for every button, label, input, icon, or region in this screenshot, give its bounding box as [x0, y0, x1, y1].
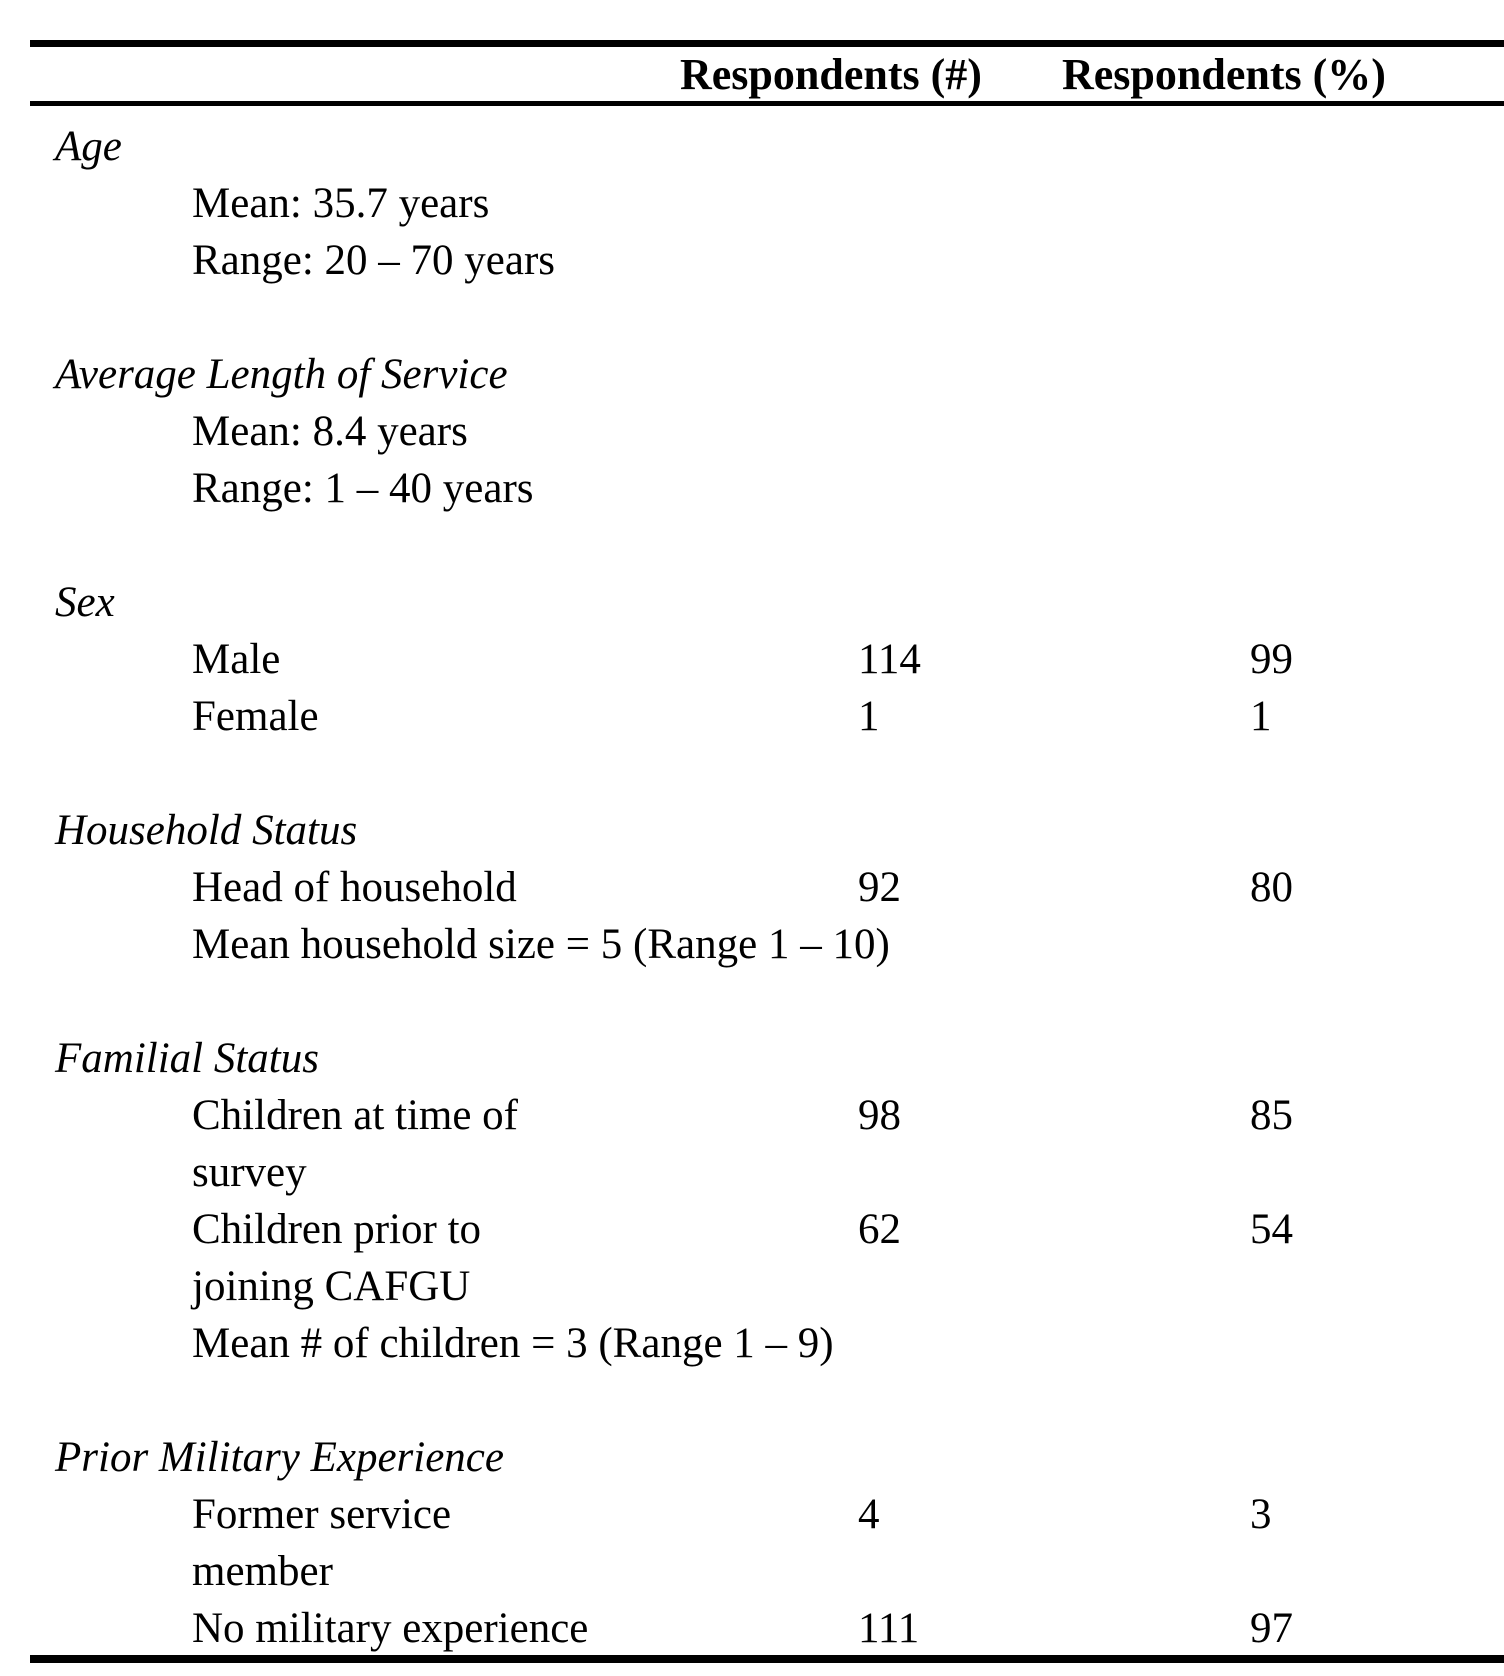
blank-spacer-line: [0, 973, 1504, 1030]
row-respondents-percent: 54: [1250, 1206, 1293, 1253]
table-row: [0, 1543, 1504, 1600]
table-row: [0, 1315, 1504, 1372]
row-label: No military experience: [192, 1605, 589, 1652]
section-header-prior-military-experience: Prior Military Experience: [55, 1434, 504, 1481]
row-label: Mean: 8.4 years: [192, 408, 468, 455]
table-header-rule: [30, 101, 1504, 106]
row-label: Mean household size = 5 (Range 1 – 10): [192, 921, 890, 968]
table-row: [0, 1486, 1504, 1543]
table-bottom-rule: [30, 1655, 1504, 1663]
row-respondents-percent: 99: [1250, 636, 1293, 683]
row-label: Children prior to: [192, 1206, 482, 1253]
row-respondents-count: 98: [858, 1092, 901, 1139]
section-header-household-status: Household Status: [55, 807, 358, 854]
row-respondents-percent: 85: [1250, 1092, 1293, 1139]
blank-spacer-line: [0, 745, 1504, 802]
table-top-rule: [30, 40, 1504, 47]
row-label: Mean # of children = 3 (Range 1 – 9): [192, 1320, 834, 1367]
row-respondents-percent: 97: [1250, 1605, 1293, 1652]
row-respondents-count: 4: [858, 1491, 880, 1538]
row-respondents-percent: 3: [1250, 1491, 1272, 1538]
section-header-sex: Sex: [55, 579, 115, 626]
row-label: survey: [192, 1149, 307, 1196]
table-row: [0, 916, 1504, 973]
column-header-respondents-count: Respondents (#): [680, 50, 982, 99]
table-row: [0, 1600, 1504, 1657]
row-label: member: [192, 1548, 333, 1595]
row-respondents-count: 1: [858, 693, 880, 740]
blank-spacer-line: [0, 1372, 1504, 1429]
table-row: [0, 175, 1504, 232]
blank-spacer-line: [0, 517, 1504, 574]
row-respondents-percent: 1: [1250, 693, 1272, 740]
row-respondents-count: 111: [858, 1605, 920, 1652]
row-respondents-count: 114: [858, 636, 921, 683]
section-header-familial-status: Familial Status: [55, 1035, 319, 1082]
table-row: [0, 859, 1504, 916]
section-header-age: Age: [55, 123, 122, 170]
column-header-respondents-percent: Respondents (%): [1062, 50, 1386, 99]
row-label: Mean: 35.7 years: [192, 180, 490, 227]
section-header-average-length-of-service: Average Length of Service: [55, 351, 508, 398]
table-row: [0, 631, 1504, 688]
table-row: [0, 403, 1504, 460]
row-respondents-count: 62: [858, 1206, 901, 1253]
blank-spacer-line: [0, 289, 1504, 346]
row-label: Female: [192, 693, 319, 740]
table-row: [0, 1144, 1504, 1201]
row-label: Range: 20 – 70 years: [192, 237, 556, 284]
row-label: Male: [192, 636, 281, 683]
row-label: Children at time of: [192, 1092, 519, 1139]
row-label: Head of household: [192, 864, 517, 911]
row-label: joining CAFGU: [192, 1263, 471, 1310]
row-label: Range: 1 – 40 years: [192, 465, 534, 512]
table-body: [0, 118, 1504, 1657]
table-row: [0, 460, 1504, 517]
table-row: [0, 688, 1504, 745]
table-row: [0, 1258, 1504, 1315]
row-respondents-percent: 80: [1250, 864, 1293, 911]
row-respondents-count: 92: [858, 864, 901, 911]
row-label: Former service: [192, 1491, 452, 1538]
table-row: [0, 1087, 1504, 1144]
table-row: [0, 1201, 1504, 1258]
table-row: [0, 232, 1504, 289]
